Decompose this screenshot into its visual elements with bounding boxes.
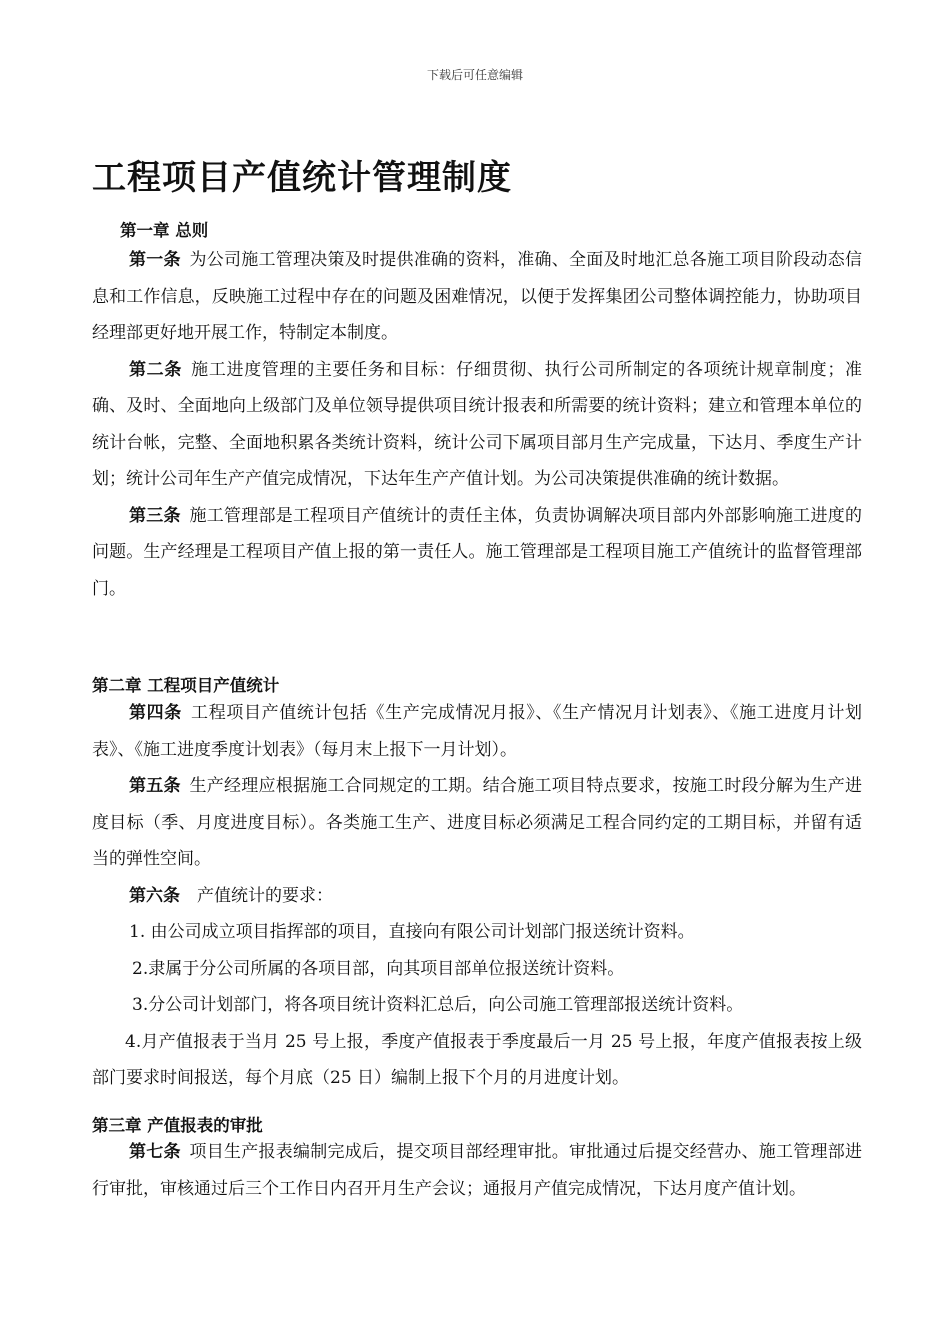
chapter-1-heading: 第一章 总则 (120, 221, 209, 240)
chapter-3-heading: 第三章 产值报表的审批 (92, 1116, 263, 1135)
requirement-item-3: 3.分公司计划部门，将各项目统计资料汇总后，向公司施工管理部报送统计资料。 (132, 995, 744, 1015)
article-1-label: 第一条 (129, 250, 181, 270)
article-6 (92, 878, 862, 915)
article-1-text: 为公司施工管理决策及时提供准确的资料，准确、全面及时地汇总各施工项目阶段动态信息和工作信息，反映施工过程中存在的问题及困难情况，以便于发挥集团公司整体调控能力，协助项目经理部更好地开展工作，特制定本制度。 (92, 250, 862, 343)
article-2-label: 第二条 (129, 359, 183, 380)
chapter-2-body (92, 695, 862, 1097)
article-1 (92, 242, 862, 352)
article-6-text: 产值统计的要求： (197, 885, 333, 906)
article-2 (92, 352, 862, 498)
document-title: 工程项目产值统计管理制度 (92, 158, 512, 198)
article-3-text: 施工管理部是工程项目产值统计的责任主体，负责协调解决项目部内外部影响施工进度的问题。生产经理是工程项目产值上报的第一责任人。施工管理部是工程项目施工产值统计的监督管理部门。 (92, 505, 862, 599)
article-3-label: 第三条 (129, 505, 181, 526)
article-7-text: 项目生产报表编制完成后，提交项目部经理审批。审批通过后提交经营办、施工管理部进行审批，审核通过后三个工作日内召开月生产会议；通报月产值完成情况，下达月度产值计划。 (92, 1142, 862, 1199)
requirement-item-2: 2.隶属于分公司所属的各项目部，向其项目部单位报送统计资料。 (132, 958, 625, 979)
chapter-1-body (92, 242, 862, 607)
chapter-3-body (92, 1134, 862, 1207)
chapter-2-heading: 第二章 工程项目产值统计 (92, 676, 280, 695)
requirement-item-1: 1. 由公司成立项目指挥部的项目，直接向有限公司计划部门报送统计资料。 (129, 922, 695, 942)
article-7 (92, 1134, 862, 1207)
article-4 (92, 695, 862, 768)
article-5 (92, 768, 862, 878)
article-5-label: 第五条 (129, 776, 181, 796)
article-7-label: 第七条 (129, 1142, 181, 1162)
article-5-text: 生产经理应根据施工合同规定的工期。结合施工项目特点要求，按施工时段分解为生产进度目标（季、月度进度目标）。各类施工生产、进度目标必须满足工程合同约定的工期目标，并留有适当的弹性空间。 (92, 776, 862, 869)
article-4-label: 第四条 (129, 703, 182, 723)
article-4-text: 工程项目产值统计包括《生产完成情况月报》、《生产情况月计划表》、《施工进度月计划表》、《施工进度季度计划表》（每月末上报下一月计划）。 (92, 703, 863, 760)
article-6-label: 第六条 (129, 885, 180, 906)
header-note: 下载后可任意编辑 (426, 68, 523, 82)
article-3 (92, 498, 862, 608)
article-2-text: 施工进度管理的主要任务和目标：仔细贯彻、执行公司所制定的各项统计规章制度；准确、及时、全面地向上级部门及单位领导提供项目统计报表和所需要的统计资料；建立和管理本单位的统计台帐，完整、全面地积累各类统计资料，统计公司下属项目部月生产完成量，下达月、季度生产计划；统计公司年生产产值完成情况，下达年生产产值计划。为公司决策提供准确的统计数据。 (92, 359, 863, 489)
requirement-item-4: 4.月产值报表于当月 25 号上报，季度产值报表于季度最后一月 25 号上报，年度产值报表按上级部门要求时间报送，每个月底（25 日）编制上报下个月的月进度计划。 (92, 1031, 862, 1088)
